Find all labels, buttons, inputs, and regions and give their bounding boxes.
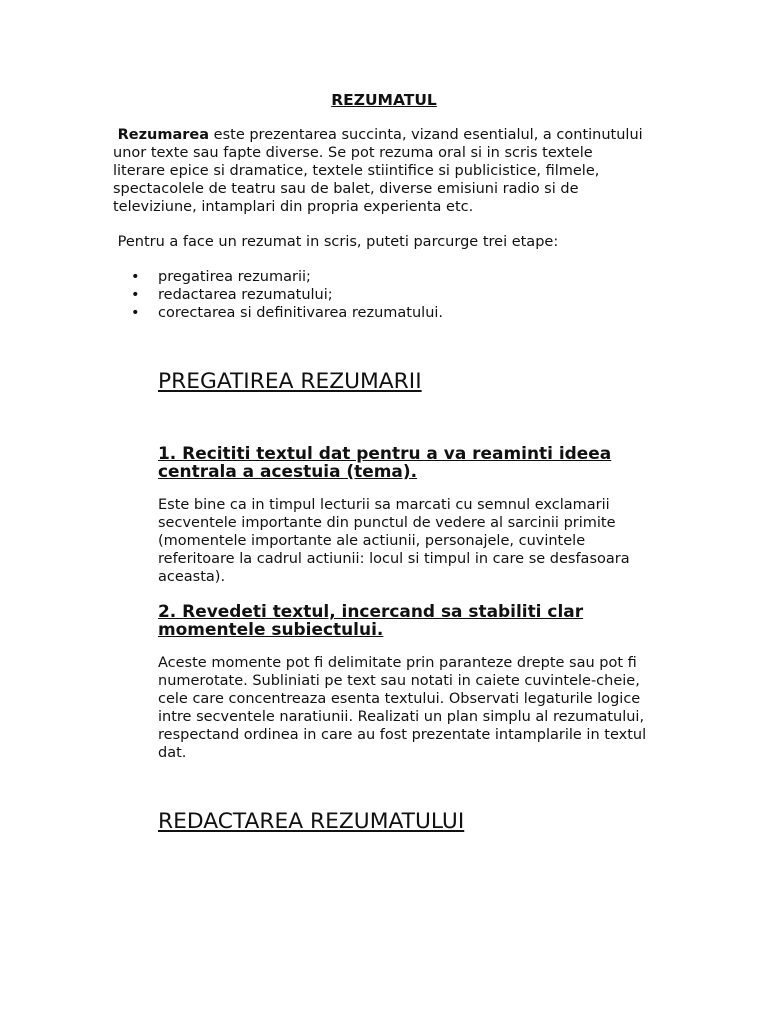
intro-paragraph bbox=[113, 126, 643, 216]
intro-text: este prezentarea succinta, vizand esentialul, a continutului unor texte sau fapte diverse. Se pot rezuma oral si in scris textele literare epice si dramatice, textele stiintifice si publicistice, filmele, spectacolele de teatru sau de balet, diverse emisiuni radio si de televiziune, intamplari din propria experienta etc. bbox=[113, 127, 643, 215]
steps-intro-text: Pentru a face un rezumat in scris, puteti parcurge trei etape: bbox=[117, 234, 559, 250]
list-item-label: pregatirea rezumarii; bbox=[158, 269, 311, 285]
document-title: REZUMATUL bbox=[331, 91, 437, 109]
step-body-2: Aceste momente pot fi delimitate prin paranteze drepte sau pot fi numerotate. Subliniati pe text sau notati in caiete cuvintele-cheie, cele care concentreaza esenta textului. Observati legaturile logice intre secventele naratiunii. Realizati un plan simplu al rezumatului, respectand ordinea in care au fost prezentate intamplarile in textul dat. bbox=[158, 655, 647, 761]
step-heading-2: 2. Revedeti textul, incercand sa stabiliti clar momentele subiectului. bbox=[158, 601, 584, 639]
list-item-label: redactarea rezumatului; bbox=[158, 287, 333, 303]
stages-list bbox=[130, 268, 650, 322]
section-heading-redactarea: REDACTAREA REZUMATULUI bbox=[158, 809, 465, 834]
list-item bbox=[130, 268, 650, 286]
list-item-label: corectarea si definitivarea rezumatului. bbox=[158, 305, 444, 321]
section-heading-pregatirea: PREGATIREA REZUMARII bbox=[158, 369, 422, 394]
list-item bbox=[130, 286, 650, 304]
list-item bbox=[130, 304, 650, 322]
intro-term: Rezumarea bbox=[117, 127, 210, 143]
bullet-icon: • bbox=[131, 305, 140, 321]
bullet-icon: • bbox=[131, 269, 140, 285]
bullet-icon: • bbox=[131, 287, 140, 303]
steps-intro-paragraph bbox=[113, 233, 653, 251]
step-heading-1: 1. Recititi textul dat pentru a va reaminti ideea centrala a acestuia (tema). bbox=[158, 443, 612, 481]
step-body-1: Este bine ca in timpul lecturii sa marcati cu semnul exclamarii secventele importante din punctul de vedere al sarcinii primite (momentele importante ale actiunii, personajele, cuvintele referitoare la cadrul actiunii: locul si timpul in care se desfasoara aceasta). bbox=[158, 497, 630, 585]
